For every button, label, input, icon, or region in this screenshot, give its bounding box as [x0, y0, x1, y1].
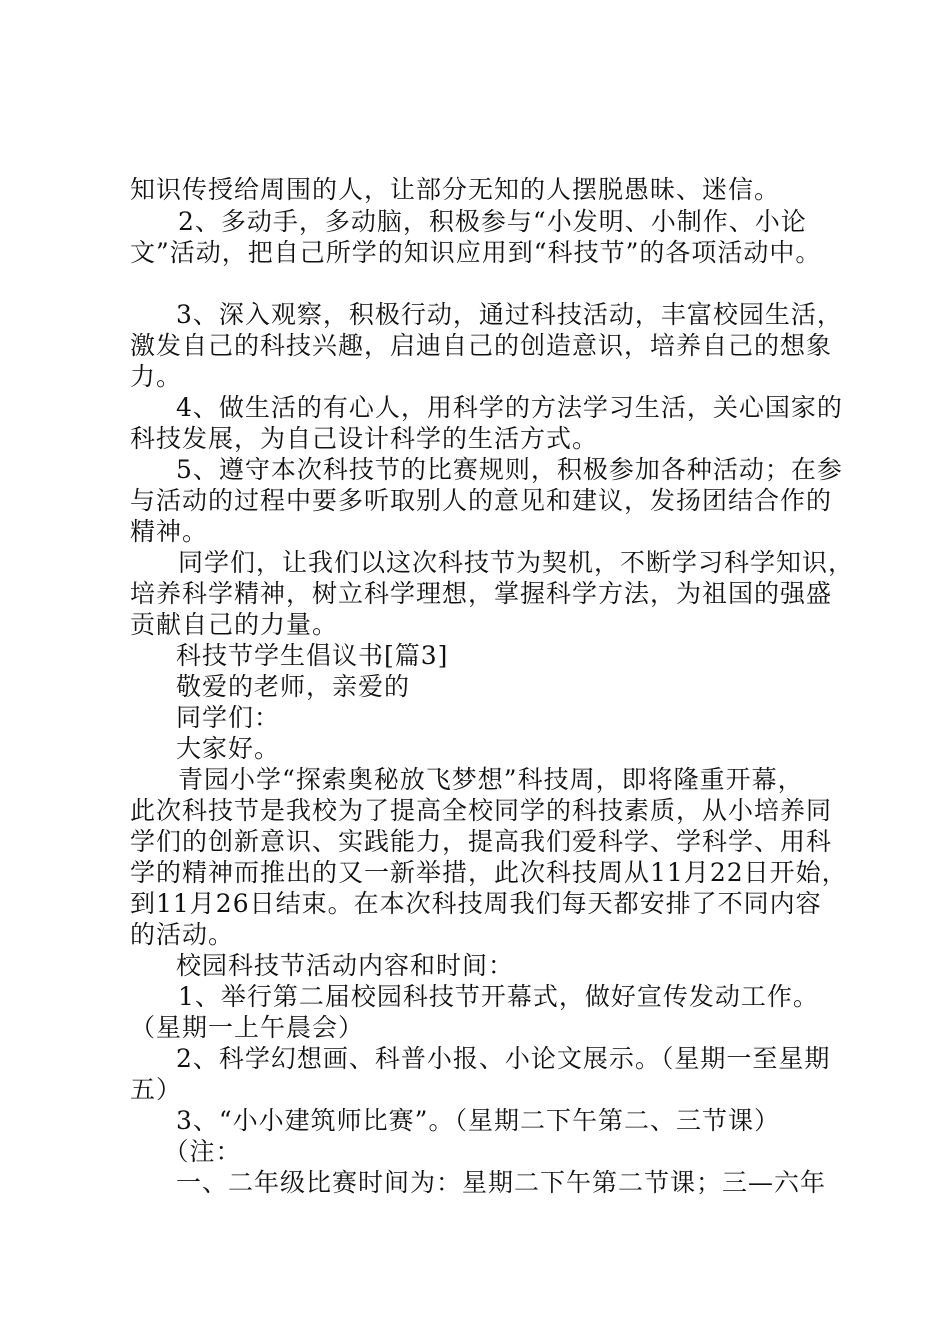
text-line: （注：	[150, 1137, 242, 1166]
text-line: 的活动。	[130, 920, 235, 949]
text-line: 精神。	[130, 517, 209, 546]
text-line: 5、遵守本次科技节的比赛规则，积极参加各种活动；在参	[150, 455, 843, 484]
text-line: 知识传授给周围的人，让部分无知的人摆脱愚昧、迷信。	[130, 175, 781, 204]
text-line: 科技节学生倡议书[篇3]	[150, 641, 449, 670]
text-line: 同学们：	[150, 703, 281, 732]
text-line: 一、二年级比赛时间为：星期二下午第二节课；三—六年	[150, 1168, 827, 1197]
text-line: 此次科技节是我校为了提高全校同学的科技素质，从小培养同	[130, 796, 833, 825]
text-line: 2、科学幻想画、科普小报、小论文展示。（星期一至星期	[150, 1044, 831, 1073]
text-line: 科技发展，为自己设计科学的生活方式。	[130, 424, 599, 453]
text-line: 3、“小小建筑师比赛”。（星期二下午第二、三节课）	[150, 1106, 780, 1135]
text-line: 培养科学精神，树立科学理想，掌握科学方法，为祖国的强盛	[130, 579, 833, 608]
text-line: 3、深入观察，积极行动，通过科技活动，丰富校园生活，	[150, 300, 843, 329]
text-line: 贡献自己的力量。	[130, 610, 339, 639]
text-line: 敬爱的老师，亲爱的	[150, 672, 411, 701]
text-line: 与活动的过程中要多听取别人的意见和建议，发扬团结合作的	[130, 486, 833, 515]
text-line: 激发自己的科技兴趣，启迪自己的创造意识，培养自己的想象	[130, 331, 833, 360]
text-line: 五）	[130, 1075, 183, 1104]
text-line: 同学们，让我们以这次科技节为契机，不断学习科学知识，	[152, 548, 855, 577]
text-line: 4、做生活的有心人，用科学的方法学习生活，关心国家的	[150, 393, 843, 422]
text-line: 学们的创新意识、实践能力，提高我们爱科学、学科学、用科	[130, 827, 833, 856]
text-line: 1、举行第二届校园科技节开幕式，做好宣传发动工作。	[152, 982, 819, 1011]
text-line: 学的精神而推出的又一新举措，此次科技周从11月22日开始，	[130, 858, 848, 887]
text-line: （星期一上午晨会）	[130, 1013, 365, 1042]
text-line: 文”活动，把自己所学的知识应用到“科技节”的各项活动中。	[130, 238, 822, 267]
text-line: 到11月26日结束。在本次科技周我们每天都安排了不同内容	[130, 889, 822, 918]
text-line: 大家好。	[150, 734, 281, 763]
text-line: 青园小学“探索奥秘放飞梦想”科技周，即将隆重开幕，	[152, 765, 804, 794]
text-line: 校园科技节活动内容和时间：	[150, 951, 515, 980]
text-line: 2、多动手，多动脑，积极参与“小发明、小制作、小论	[152, 207, 807, 236]
text-line: 力。	[130, 362, 183, 391]
